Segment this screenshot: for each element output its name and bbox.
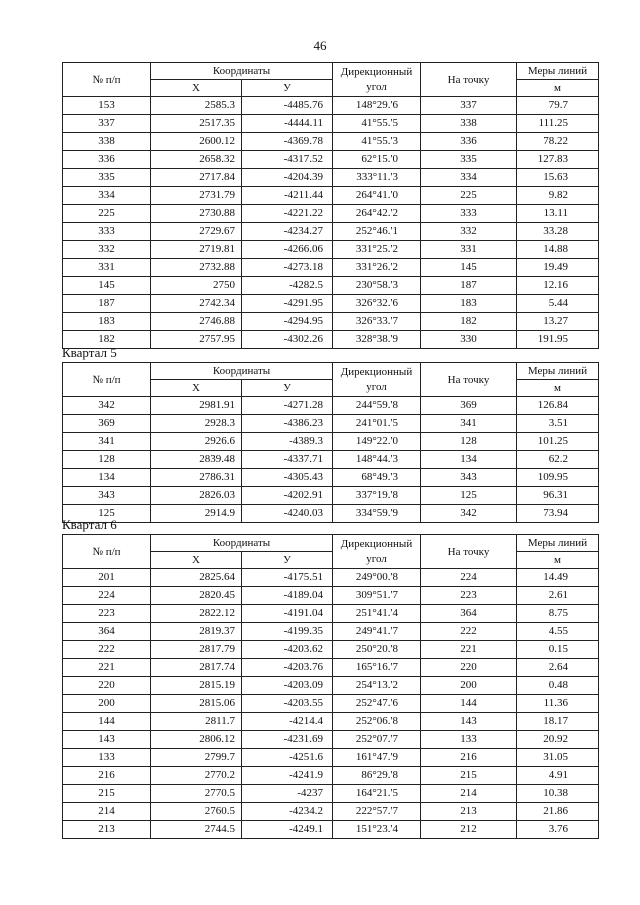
table-row bbox=[63, 749, 599, 767]
header-bearing bbox=[333, 63, 421, 97]
cell-bearing: 241°01.'5 bbox=[333, 415, 421, 433]
cell-bearing: 254°13.'2 bbox=[333, 677, 421, 695]
cell-index: 225 bbox=[63, 205, 151, 223]
header-bearing-line2: угол bbox=[366, 80, 387, 93]
cell-to-point: 212 bbox=[421, 821, 517, 839]
cell-bearing: 149°22.'0 bbox=[333, 433, 421, 451]
cell-length: 33.28 bbox=[517, 223, 599, 241]
cell-x: 2926.6 bbox=[151, 433, 242, 451]
table-row bbox=[63, 433, 599, 451]
cell-bearing: 337°19.'8 bbox=[333, 487, 421, 505]
cell-y: -4389.3 bbox=[242, 433, 333, 451]
cell-length: 2.61 bbox=[517, 587, 599, 605]
coordinates-table bbox=[62, 534, 599, 839]
cell-y: -4211.44 bbox=[242, 187, 333, 205]
cell-y: -4369.78 bbox=[242, 133, 333, 151]
table-row bbox=[63, 785, 599, 803]
table-row bbox=[63, 397, 599, 415]
cell-x: 2826.03 bbox=[151, 487, 242, 505]
cell-index: 332 bbox=[63, 241, 151, 259]
cell-bearing: 333°11.'3 bbox=[333, 169, 421, 187]
cell-bearing: 326°32.'6 bbox=[333, 295, 421, 313]
cell-y: -4203.55 bbox=[242, 695, 333, 713]
cell-x: 2585.3 bbox=[151, 97, 242, 115]
table-row bbox=[63, 97, 599, 115]
cell-x: 2928.3 bbox=[151, 415, 242, 433]
table-row bbox=[63, 677, 599, 695]
cell-length: 127.83 bbox=[517, 151, 599, 169]
cell-index: 222 bbox=[63, 641, 151, 659]
header-coordinates: Координаты bbox=[151, 63, 333, 80]
cell-to-point: 343 bbox=[421, 469, 517, 487]
cell-length: 10.38 bbox=[517, 785, 599, 803]
header-bearing-line2: угол bbox=[366, 380, 387, 393]
table-row bbox=[63, 623, 599, 641]
cell-bearing: 331°26.'2 bbox=[333, 259, 421, 277]
cell-index: 337 bbox=[63, 115, 151, 133]
header-index: № п/п bbox=[63, 535, 151, 569]
cell-index: 187 bbox=[63, 295, 151, 313]
cell-length: 0.48 bbox=[517, 677, 599, 695]
cell-to-point: 364 bbox=[421, 605, 517, 623]
cell-y: -4337.71 bbox=[242, 451, 333, 469]
cell-x: 2770.2 bbox=[151, 767, 242, 785]
cell-length: 79.7 bbox=[517, 97, 599, 115]
cell-index: 223 bbox=[63, 605, 151, 623]
cell-length: 9.82 bbox=[517, 187, 599, 205]
cell-bearing: 328°38.'9 bbox=[333, 331, 421, 349]
cell-length: 20.92 bbox=[517, 731, 599, 749]
cell-to-point: 216 bbox=[421, 749, 517, 767]
cell-bearing: 252°46.'1 bbox=[333, 223, 421, 241]
header-coordinates: Координаты bbox=[151, 535, 333, 552]
cell-index: 335 bbox=[63, 169, 151, 187]
cell-x: 2517.35 bbox=[151, 115, 242, 133]
cell-bearing: 326°33.'7 bbox=[333, 313, 421, 331]
table-row bbox=[63, 151, 599, 169]
cell-index: 214 bbox=[63, 803, 151, 821]
cell-to-point: 144 bbox=[421, 695, 517, 713]
cell-length: 2.64 bbox=[517, 659, 599, 677]
cell-length: 4.91 bbox=[517, 767, 599, 785]
cell-to-point: 338 bbox=[421, 115, 517, 133]
cell-bearing: 334°59.'9 bbox=[333, 505, 421, 523]
table-row bbox=[63, 259, 599, 277]
cell-y: -4237 bbox=[242, 785, 333, 803]
header-index: № п/п bbox=[63, 63, 151, 97]
cell-index: 153 bbox=[63, 97, 151, 115]
cell-x: 2760.5 bbox=[151, 803, 242, 821]
cell-index: 134 bbox=[63, 469, 151, 487]
cell-y: -4240.03 bbox=[242, 505, 333, 523]
cell-y: -4485.76 bbox=[242, 97, 333, 115]
cell-y: -4203.62 bbox=[242, 641, 333, 659]
cell-length: 62.2 bbox=[517, 451, 599, 469]
cell-y: -4317.52 bbox=[242, 151, 333, 169]
cell-length: 111.25 bbox=[517, 115, 599, 133]
cell-length: 13.11 bbox=[517, 205, 599, 223]
cell-bearing: 164°21.'5 bbox=[333, 785, 421, 803]
table-row bbox=[63, 587, 599, 605]
cell-length: 126.84 bbox=[517, 397, 599, 415]
cell-index: 331 bbox=[63, 259, 151, 277]
cell-bearing: 264°41.'0 bbox=[333, 187, 421, 205]
cell-x: 2820.45 bbox=[151, 587, 242, 605]
cell-length: 12.16 bbox=[517, 277, 599, 295]
cell-length: 31.05 bbox=[517, 749, 599, 767]
cell-length: 73.94 bbox=[517, 505, 599, 523]
cell-x: 2717.84 bbox=[151, 169, 242, 187]
cell-index: 125 bbox=[63, 505, 151, 523]
cell-to-point: 225 bbox=[421, 187, 517, 205]
table-row bbox=[63, 605, 599, 623]
cell-to-point: 128 bbox=[421, 433, 517, 451]
coordinates-table-section bbox=[62, 515, 598, 839]
table-row bbox=[63, 803, 599, 821]
table-row bbox=[63, 169, 599, 187]
cell-bearing: 62°15.'0 bbox=[333, 151, 421, 169]
cell-x: 2750 bbox=[151, 277, 242, 295]
cell-index: 144 bbox=[63, 713, 151, 731]
header-to-point: На точку bbox=[421, 535, 517, 569]
cell-index: 200 bbox=[63, 695, 151, 713]
cell-x: 2822.12 bbox=[151, 605, 242, 623]
cell-index: 220 bbox=[63, 677, 151, 695]
cell-length: 78.22 bbox=[517, 133, 599, 151]
cell-x: 2817.74 bbox=[151, 659, 242, 677]
cell-y: -4305.43 bbox=[242, 469, 333, 487]
header-to-point: На точку bbox=[421, 63, 517, 97]
table-row bbox=[63, 115, 599, 133]
table-row bbox=[63, 569, 599, 587]
cell-x: 2819.37 bbox=[151, 623, 242, 641]
cell-index: 128 bbox=[63, 451, 151, 469]
cell-y: -4241.9 bbox=[242, 767, 333, 785]
cell-y: -4234.2 bbox=[242, 803, 333, 821]
cell-to-point: 125 bbox=[421, 487, 517, 505]
cell-y: -4273.18 bbox=[242, 259, 333, 277]
cell-bearing: 249°00.'8 bbox=[333, 569, 421, 587]
cell-x: 2981.91 bbox=[151, 397, 242, 415]
cell-y: -4234.27 bbox=[242, 223, 333, 241]
cell-x: 2742.34 bbox=[151, 295, 242, 313]
cell-y: -4189.04 bbox=[242, 587, 333, 605]
table-row bbox=[63, 277, 599, 295]
cell-y: -4282.5 bbox=[242, 277, 333, 295]
cell-to-point: 145 bbox=[421, 259, 517, 277]
cell-bearing: 148°29.'6 bbox=[333, 97, 421, 115]
cell-bearing: 252°47.'6 bbox=[333, 695, 421, 713]
cell-index: 224 bbox=[63, 587, 151, 605]
cell-index: 338 bbox=[63, 133, 151, 151]
cell-to-point: 187 bbox=[421, 277, 517, 295]
cell-bearing: 222°57.'7 bbox=[333, 803, 421, 821]
cell-bearing: 41°55.'3 bbox=[333, 133, 421, 151]
cell-x: 2744.5 bbox=[151, 821, 242, 839]
header-bearing-line1: Дирекционный bbox=[340, 65, 413, 78]
cell-to-point: 222 bbox=[421, 623, 517, 641]
cell-to-point: 182 bbox=[421, 313, 517, 331]
cell-to-point: 369 bbox=[421, 397, 517, 415]
cell-x: 2815.19 bbox=[151, 677, 242, 695]
cell-y: -4231.69 bbox=[242, 731, 333, 749]
cell-to-point: 133 bbox=[421, 731, 517, 749]
cell-x: 2799.7 bbox=[151, 749, 242, 767]
cell-index: 333 bbox=[63, 223, 151, 241]
cell-y: -4386.23 bbox=[242, 415, 333, 433]
table-row bbox=[63, 731, 599, 749]
cell-to-point: 335 bbox=[421, 151, 517, 169]
cell-index: 183 bbox=[63, 313, 151, 331]
cell-to-point: 224 bbox=[421, 569, 517, 587]
cell-y: -4271.28 bbox=[242, 397, 333, 415]
header-length: Меры линий bbox=[517, 535, 599, 552]
cell-y: -4302.26 bbox=[242, 331, 333, 349]
page-number: 46 bbox=[313, 38, 327, 53]
cell-y: -4203.09 bbox=[242, 677, 333, 695]
cell-x: 2600.12 bbox=[151, 133, 242, 151]
cell-length: 3.76 bbox=[517, 821, 599, 839]
cell-index: 336 bbox=[63, 151, 151, 169]
cell-y: -4444.11 bbox=[242, 115, 333, 133]
cell-length: 14.49 bbox=[517, 569, 599, 587]
cell-y: -4291.95 bbox=[242, 295, 333, 313]
cell-x: 2811.7 bbox=[151, 713, 242, 731]
cell-bearing: 86°29.'8 bbox=[333, 767, 421, 785]
cell-to-point: 215 bbox=[421, 767, 517, 785]
cell-to-point: 223 bbox=[421, 587, 517, 605]
cell-to-point: 333 bbox=[421, 205, 517, 223]
section-title: Квартал 5 bbox=[62, 345, 117, 360]
header-index: № п/п bbox=[63, 363, 151, 397]
coordinates-table-section bbox=[62, 343, 598, 523]
cell-to-point: 341 bbox=[421, 415, 517, 433]
header-length: Меры линий bbox=[517, 363, 599, 380]
cell-bearing: 41°55.'5 bbox=[333, 115, 421, 133]
coordinates-table-section bbox=[62, 62, 598, 349]
cell-to-point: 143 bbox=[421, 713, 517, 731]
cell-bearing: 68°49.'3 bbox=[333, 469, 421, 487]
cell-length: 15.63 bbox=[517, 169, 599, 187]
header-length: Меры линий bbox=[517, 63, 599, 80]
cell-length: 13.27 bbox=[517, 313, 599, 331]
cell-length: 5.44 bbox=[517, 295, 599, 313]
header-bearing-line1: Дирекционный bbox=[340, 537, 413, 550]
cell-index: 341 bbox=[63, 433, 151, 451]
cell-index: 364 bbox=[63, 623, 151, 641]
cell-bearing: 252°06.'8 bbox=[333, 713, 421, 731]
cell-x: 2770.5 bbox=[151, 785, 242, 803]
coordinates-table bbox=[62, 362, 599, 523]
cell-length: 3.51 bbox=[517, 415, 599, 433]
cell-index: 201 bbox=[63, 569, 151, 587]
cell-x: 2746.88 bbox=[151, 313, 242, 331]
header-y: У bbox=[242, 552, 333, 569]
cell-to-point: 342 bbox=[421, 505, 517, 523]
table-row bbox=[63, 469, 599, 487]
cell-length: 4.55 bbox=[517, 623, 599, 641]
cell-index: 215 bbox=[63, 785, 151, 803]
cell-length: 18.17 bbox=[517, 713, 599, 731]
header-bearing-line1: Дирекционный bbox=[340, 365, 413, 378]
header-x: Х bbox=[151, 80, 242, 97]
cell-bearing: 244°59.'8 bbox=[333, 397, 421, 415]
table-row bbox=[63, 713, 599, 731]
table-row bbox=[63, 205, 599, 223]
cell-to-point: 332 bbox=[421, 223, 517, 241]
cell-x: 2786.31 bbox=[151, 469, 242, 487]
cell-x: 2815.06 bbox=[151, 695, 242, 713]
cell-index: 342 bbox=[63, 397, 151, 415]
cell-index: 133 bbox=[63, 749, 151, 767]
cell-x: 2732.88 bbox=[151, 259, 242, 277]
section-title: Квартал 6 bbox=[62, 517, 117, 532]
cell-bearing: 252°07.'7 bbox=[333, 731, 421, 749]
cell-bearing: 309°51.'7 bbox=[333, 587, 421, 605]
cell-y: -4199.35 bbox=[242, 623, 333, 641]
cell-x: 2914.9 bbox=[151, 505, 242, 523]
cell-length: 101.25 bbox=[517, 433, 599, 451]
header-y: У bbox=[242, 80, 333, 97]
cell-bearing: 148°44.'3 bbox=[333, 451, 421, 469]
table-row bbox=[63, 313, 599, 331]
cell-y: -4214.4 bbox=[242, 713, 333, 731]
cell-x: 2719.81 bbox=[151, 241, 242, 259]
table-row bbox=[63, 295, 599, 313]
header-coordinates: Координаты bbox=[151, 363, 333, 380]
cell-x: 2757.95 bbox=[151, 331, 242, 349]
cell-length: 14.88 bbox=[517, 241, 599, 259]
table-row bbox=[63, 695, 599, 713]
cell-index: 182 bbox=[63, 331, 151, 349]
coordinates-table bbox=[62, 62, 599, 349]
cell-x: 2729.67 bbox=[151, 223, 242, 241]
table-row bbox=[63, 487, 599, 505]
cell-to-point: 214 bbox=[421, 785, 517, 803]
cell-length: 8.75 bbox=[517, 605, 599, 623]
cell-x: 2817.79 bbox=[151, 641, 242, 659]
cell-bearing: 151°23.'4 bbox=[333, 821, 421, 839]
cell-bearing: 331°25.'2 bbox=[333, 241, 421, 259]
cell-to-point: 213 bbox=[421, 803, 517, 821]
cell-y: -4251.6 bbox=[242, 749, 333, 767]
cell-y: -4266.06 bbox=[242, 241, 333, 259]
table-row bbox=[63, 821, 599, 839]
header-to-point: На точку bbox=[421, 363, 517, 397]
cell-x: 2806.12 bbox=[151, 731, 242, 749]
table-row bbox=[63, 415, 599, 433]
table-row bbox=[63, 451, 599, 469]
cell-to-point: 330 bbox=[421, 331, 517, 349]
header-length-unit: м bbox=[517, 380, 599, 397]
header-x: Х bbox=[151, 380, 242, 397]
cell-to-point: 331 bbox=[421, 241, 517, 259]
cell-bearing: 165°16.'7 bbox=[333, 659, 421, 677]
cell-length: 191.95 bbox=[517, 331, 599, 349]
cell-y: -4191.04 bbox=[242, 605, 333, 623]
cell-bearing: 161°47.'9 bbox=[333, 749, 421, 767]
cell-length: 0.15 bbox=[517, 641, 599, 659]
cell-x: 2839.48 bbox=[151, 451, 242, 469]
cell-to-point: 200 bbox=[421, 677, 517, 695]
cell-index: 221 bbox=[63, 659, 151, 677]
cell-length: 21.86 bbox=[517, 803, 599, 821]
cell-bearing: 249°41.'7 bbox=[333, 623, 421, 641]
cell-index: 216 bbox=[63, 767, 151, 785]
cell-y: -4249.1 bbox=[242, 821, 333, 839]
cell-to-point: 336 bbox=[421, 133, 517, 151]
table-row bbox=[63, 659, 599, 677]
cell-x: 2658.32 bbox=[151, 151, 242, 169]
cell-index: 145 bbox=[63, 277, 151, 295]
cell-to-point: 221 bbox=[421, 641, 517, 659]
cell-x: 2731.79 bbox=[151, 187, 242, 205]
cell-index: 369 bbox=[63, 415, 151, 433]
cell-to-point: 220 bbox=[421, 659, 517, 677]
table-row bbox=[63, 133, 599, 151]
table-row bbox=[63, 241, 599, 259]
cell-length: 11.36 bbox=[517, 695, 599, 713]
cell-length: 109.95 bbox=[517, 469, 599, 487]
table-row bbox=[63, 641, 599, 659]
header-length-unit: м bbox=[517, 552, 599, 569]
cell-bearing: 250°20.'8 bbox=[333, 641, 421, 659]
header-length-unit: м bbox=[517, 80, 599, 97]
cell-to-point: 183 bbox=[421, 295, 517, 313]
cell-length: 19.49 bbox=[517, 259, 599, 277]
cell-y: -4203.76 bbox=[242, 659, 333, 677]
cell-bearing: 251°41.'4 bbox=[333, 605, 421, 623]
table-row bbox=[63, 767, 599, 785]
cell-x: 2730.88 bbox=[151, 205, 242, 223]
cell-y: -4175.51 bbox=[242, 569, 333, 587]
header-bearing-line2: угол bbox=[366, 552, 387, 565]
cell-index: 143 bbox=[63, 731, 151, 749]
header-y: У bbox=[242, 380, 333, 397]
cell-to-point: 134 bbox=[421, 451, 517, 469]
table-row bbox=[63, 223, 599, 241]
cell-y: -4204.39 bbox=[242, 169, 333, 187]
header-bearing bbox=[333, 535, 421, 569]
cell-index: 343 bbox=[63, 487, 151, 505]
table-row bbox=[63, 187, 599, 205]
cell-x: 2825.64 bbox=[151, 569, 242, 587]
cell-y: -4221.22 bbox=[242, 205, 333, 223]
cell-to-point: 337 bbox=[421, 97, 517, 115]
cell-to-point: 334 bbox=[421, 169, 517, 187]
cell-bearing: 264°42.'2 bbox=[333, 205, 421, 223]
header-x: Х bbox=[151, 552, 242, 569]
cell-length: 96.31 bbox=[517, 487, 599, 505]
cell-bearing: 230°58.'3 bbox=[333, 277, 421, 295]
cell-index: 334 bbox=[63, 187, 151, 205]
header-bearing bbox=[333, 363, 421, 397]
cell-y: -4202.91 bbox=[242, 487, 333, 505]
cell-index: 213 bbox=[63, 821, 151, 839]
cell-y: -4294.95 bbox=[242, 313, 333, 331]
